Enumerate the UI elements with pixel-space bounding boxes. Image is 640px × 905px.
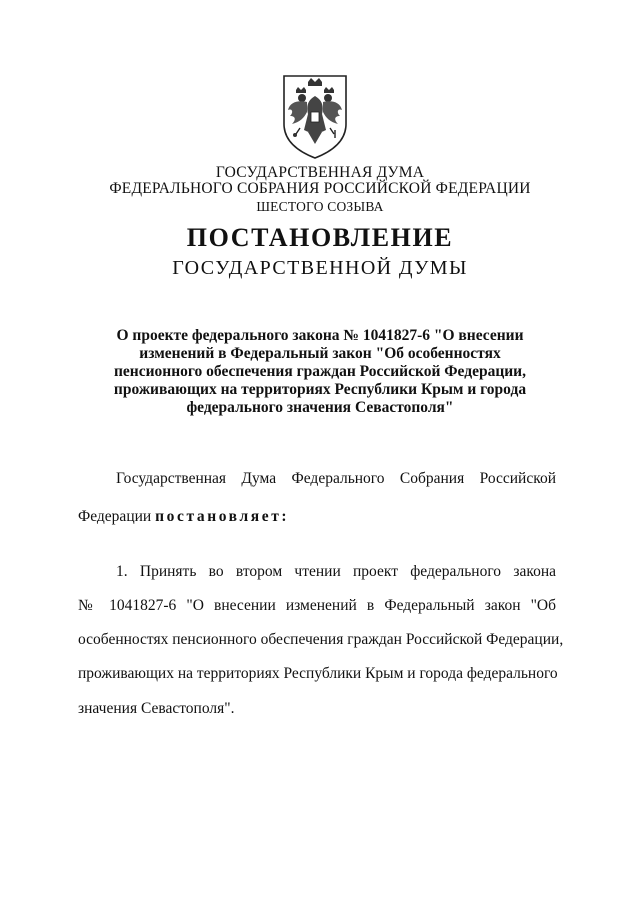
resolves-word: постановляет: [155,508,290,525]
item-line: № 1041827-6 "О внесении изменений в Федеральный закон "Об [78,597,556,614]
item-line: проживающих на территориях Республики Крым и города федерального [78,665,558,682]
document-subject [100,327,540,417]
preamble-line [78,508,556,526]
subject-line: О проекте федерального закона № 1041827-6 "О внесении [116,327,524,344]
subject-line: изменений в Федеральный закон "Об особенностях [139,345,501,362]
item-line: значения Севастополя". [78,700,235,717]
subject-line: пенсионного обеспечения граждан Российской Федерации, [113,363,526,380]
item-line: особенностях пенсионного обеспечения граждан Российской Федерации, [78,631,564,648]
subject-line: федерального значения Севастополя" [186,399,454,416]
subject-line: проживающих на территориях Республики Крым и города [113,381,527,398]
document-title: ПОСТАНОВЛЕНИЕ [186,223,454,252]
item-line: 1. Принять во втором чтении проект федерального закона [116,563,556,580]
coat-of-arms-icon [278,72,352,160]
preamble-text: Федерации [78,508,156,525]
header-line-duma: ГОСУДАРСТВЕННАЯ ДУМА [215,164,425,181]
preamble-line: Государственная Дума Федерального Собрания Российской [116,470,556,487]
document-subtitle: ГОСУДАРСТВЕННОЙ ДУМЫ [172,257,468,279]
header-line-assembly: ФЕДЕРАЛЬНОГО СОБРАНИЯ РОССИЙСКОЙ ФЕДЕРАЦИИ [109,180,531,197]
header-line-convocation: ШЕСТОГО СОЗЫВА [256,199,384,214]
